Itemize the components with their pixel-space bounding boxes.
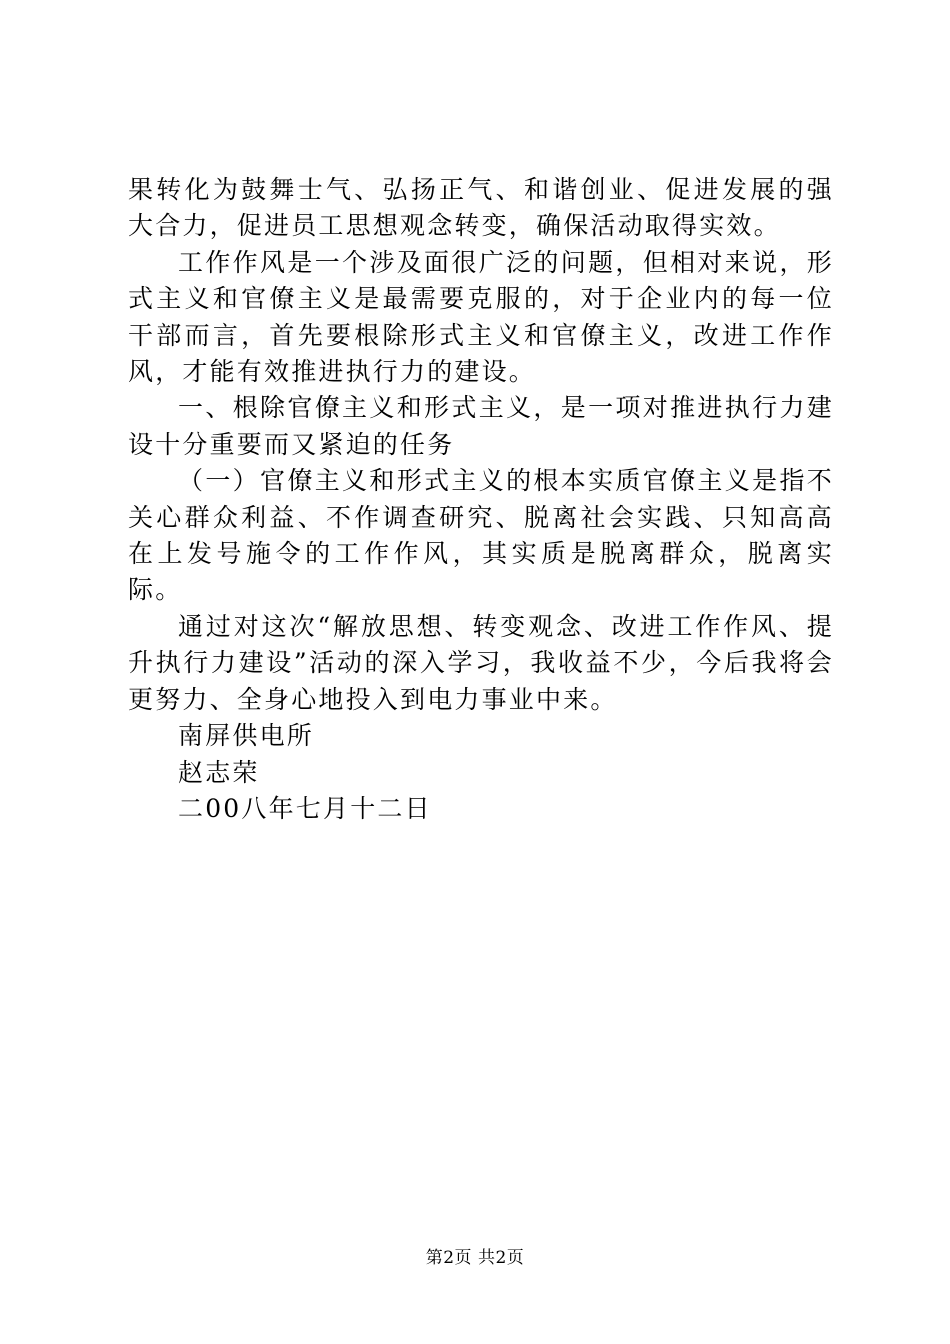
signature-name: 赵志荣 <box>178 757 260 787</box>
signature-date: 二00八年七月十二日 <box>178 793 432 823</box>
section-heading-1: 一、根除官僚主义和形式主义，是一项对推进执行力建设十分重要而又紧迫的任务 <box>128 393 834 459</box>
paragraph-continuation: 果转化为鼓舞士气、弘扬正气、和谐创业、促进发展的强大合力，促进员工思想观念转变，确保活动取得实效。 <box>128 175 834 241</box>
subsection-paragraph-1: （一）官僚主义和形式主义的根本实质官僚主义是指不关心群众利益、不作调查研究、脱离社会实践、只知高高在上发号施令的工作作风，其实质是脱离群众，脱离实际。 <box>128 466 834 605</box>
paragraph-work-style: 工作作风是一个涉及面很广泛的问题，但相对来说，形式主义和官僚主义是最需要克服的，对于企业内的每一位干部而言，首先要根除形式主义和官僚主义，改进工作作风，才能有效推进执行力的建设。 <box>128 247 834 387</box>
paragraph-conclusion: 通过对这次“解放思想、转变观念、改进工作作风、提升执行力建设”活动的深入学习，我收益不少，今后我将会更努力、全身心地投入到电力事业中来。 <box>128 611 834 714</box>
document-body <box>128 172 834 827</box>
signature-organization: 南屏供电所 <box>178 721 315 751</box>
page-footer: 第2页 共2页 <box>425 1248 525 1268</box>
